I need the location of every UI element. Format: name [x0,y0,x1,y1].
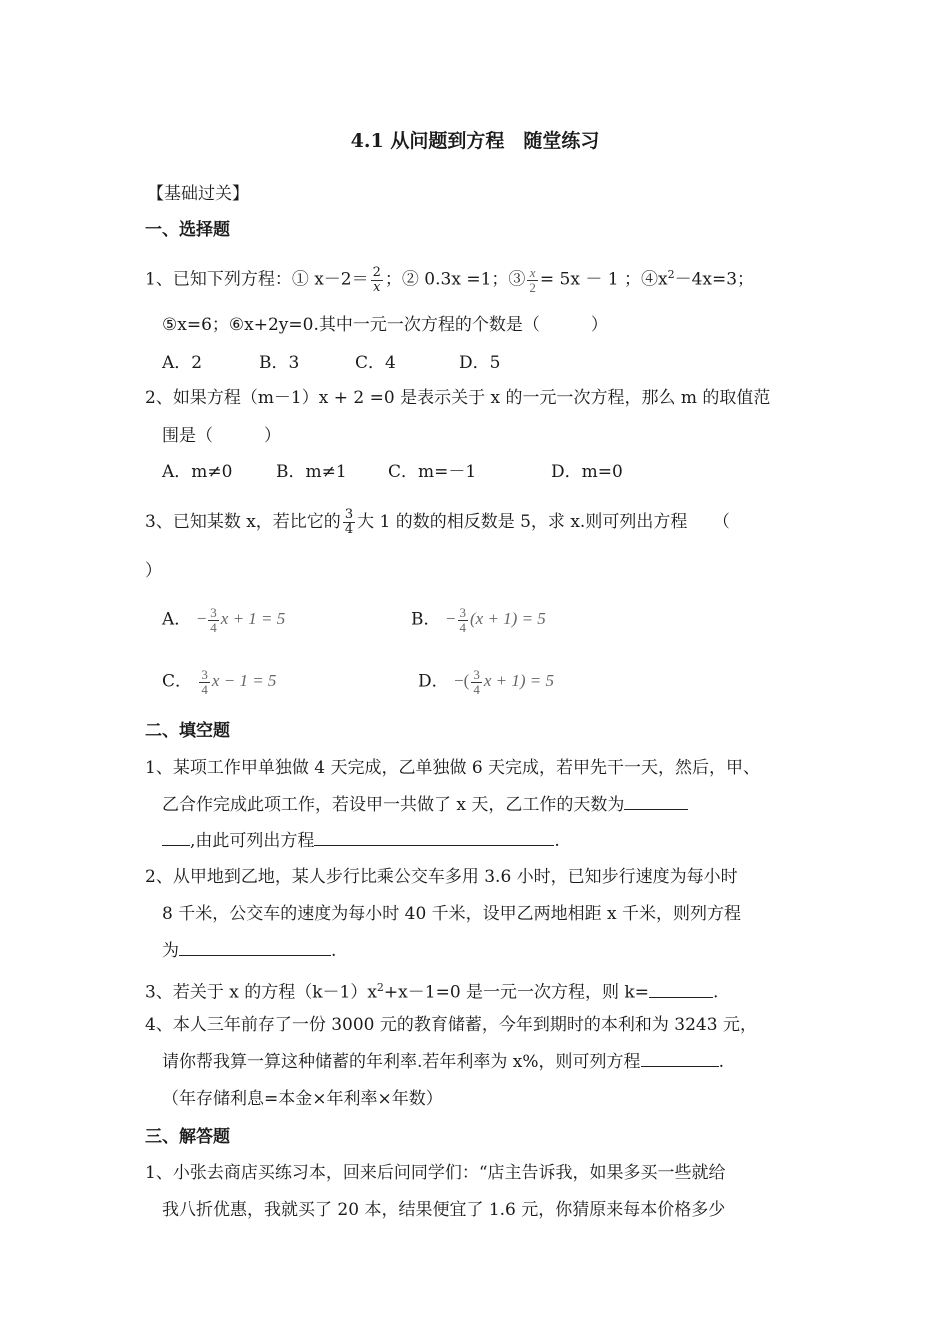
section-basic: 【基础过关】 [147,184,249,204]
heading-fill-in: 二、填空题 [145,721,230,741]
p2-q2-line2: 8 千米，公交车的速度为每小时 40 千米，设甲乙两地相距 x 千米，则列方程 [162,904,742,924]
p1-q1-text-d: －4x=3； [674,269,755,290]
answer-blank[interactable] [179,941,331,956]
p1-q3-line2: ） [145,561,162,581]
p2-q4-line3: （年存储利息=本金×年利率×年数） [162,1089,443,1109]
fraction-3-over-4: $\frac{3}{4}$ [344,507,354,537]
p3-q1-line2: 我八折优惠，我就买了 20 本，结果便宜了 1.6 元，你猜原来每本价格多少 [162,1200,726,1220]
p1-q1-text-b: ；② 0.3x =1；③ [384,269,526,290]
p1-q1-line2: ⑤x=6；⑥x+2y=0.其中一元一次方程的个数是（ ） [162,315,608,335]
answer-blank[interactable] [649,983,713,998]
fraction-x-over-2: $\frac{x}{2}$ [529,264,536,295]
p2-q4-line2: 请你帮我算一算这种储蓄的年利率.若年利率为 x%，则可列方程 . [162,1052,724,1072]
heading-solve: 三、解答题 [145,1127,230,1147]
p1-q2-line2: 围是（ ） [162,426,281,446]
p1-q1-option-c: C．4 [355,353,396,373]
p2-q4-line1: 4、本人三年前存了一份 3000 元的教育储蓄，今年到期时的本利和为 3243 元， [145,1015,757,1035]
answer-blank[interactable] [624,795,688,810]
heading-choice: 一、选择题 [145,220,230,240]
p1-q2-option-d: D．m=0 [551,462,623,482]
p1-q3-text-a: 3、已知某数 x，若比它的 [145,512,341,532]
p1-q3-option-c: C． $\frac{3}{4}$ x − 1 = 5 [162,667,277,697]
p1-q3-option-b: B． − $\frac{3}{4}$ (x + 1) = 5 [411,605,546,635]
p1-q3-option-d: D． −( $\frac{3}{4}$ x + 1) = 5 [418,667,554,697]
p1-q2-line1: 2、如果方程（m－1）x + 2 =0 是表示关于 x 的一元一次方程，那么 m 的取值范 [145,388,771,408]
option-c-expression: $\frac{3}{4}$ x − 1 = 5 [201,667,277,697]
p1-q3-text-b: 大 1 的数的相反数是 5，求 x.则可列出方程 （ [357,512,730,532]
fraction-2-over-x: $\frac{2}{x}$ [372,264,381,295]
p2-q1-line3: ,由此可列出方程 . [162,830,560,852]
p1-q2-option-b: B．m≠1 [276,462,347,482]
p1-q3-line1 [145,508,730,537]
p3-q1-line1: 1、小张去商店买练习本，回来后问同学们：“店主告诉我，如果多买一些就给 [145,1163,726,1183]
p1-q1-option-d: D．5 [459,353,501,373]
answer-blank[interactable] [641,1052,719,1067]
answer-blank[interactable] [314,831,554,846]
option-d-expression: −( $\frac{3}{4}$ x + 1) = 5 [454,667,554,697]
p1-q3-option-a: A． − $\frac{3}{4}$ x + 1 = 5 [162,605,286,635]
p1-q1-option-b: B．3 [259,353,300,373]
p1-q2-option-c: C．m=－1 [388,462,477,482]
p1-q1-text-a: 1、已知下列方程：① x－2＝ [145,269,369,290]
p2-q2-line1: 2、从甲地到乙地，某人步行比乘公交车多用 3.6 小时，已知步行速度为每小时 [145,867,738,887]
p2-q1-line2: 乙合作完成此项工作，若设甲一共做了 x 天，乙工作的天数为 [162,794,688,816]
p1-q1-text-c: = 5x － 1 ；④x [539,269,668,290]
p2-q2-line3: 为 . [162,941,337,961]
p2-q1-line1: 1、某项工作甲单独做 4 天完成，乙单独做 6 天完成，若甲先干一天，然后，甲、 [145,758,761,778]
p1-q2-option-a: A．m≠0 [162,462,233,482]
option-a-expression: − $\frac{3}{4}$ x + 1 = 5 [196,605,286,635]
p1-q1-option-a: A．2 [162,353,203,373]
p2-q3-line1: 3、若关于 x 的方程$(k-1)x^2+x-1=0$ 是一元一次方程，则 k= . [145,981,719,1003]
page-title: 4.1 从问题到方程 随堂练习 [350,130,600,152]
p1-q1-line1: 1、已知下列方程：① x－2＝ $\frac{2}{x}$ ；② 0.3x =1；③ $\frac{x}{2}$ = 5x － 1 ；$④x^2-4x=3$； [145,264,755,295]
option-b-expression: − $\frac{3}{4}$ (x + 1) = 5 [445,605,546,635]
answer-blank[interactable] [162,831,190,846]
